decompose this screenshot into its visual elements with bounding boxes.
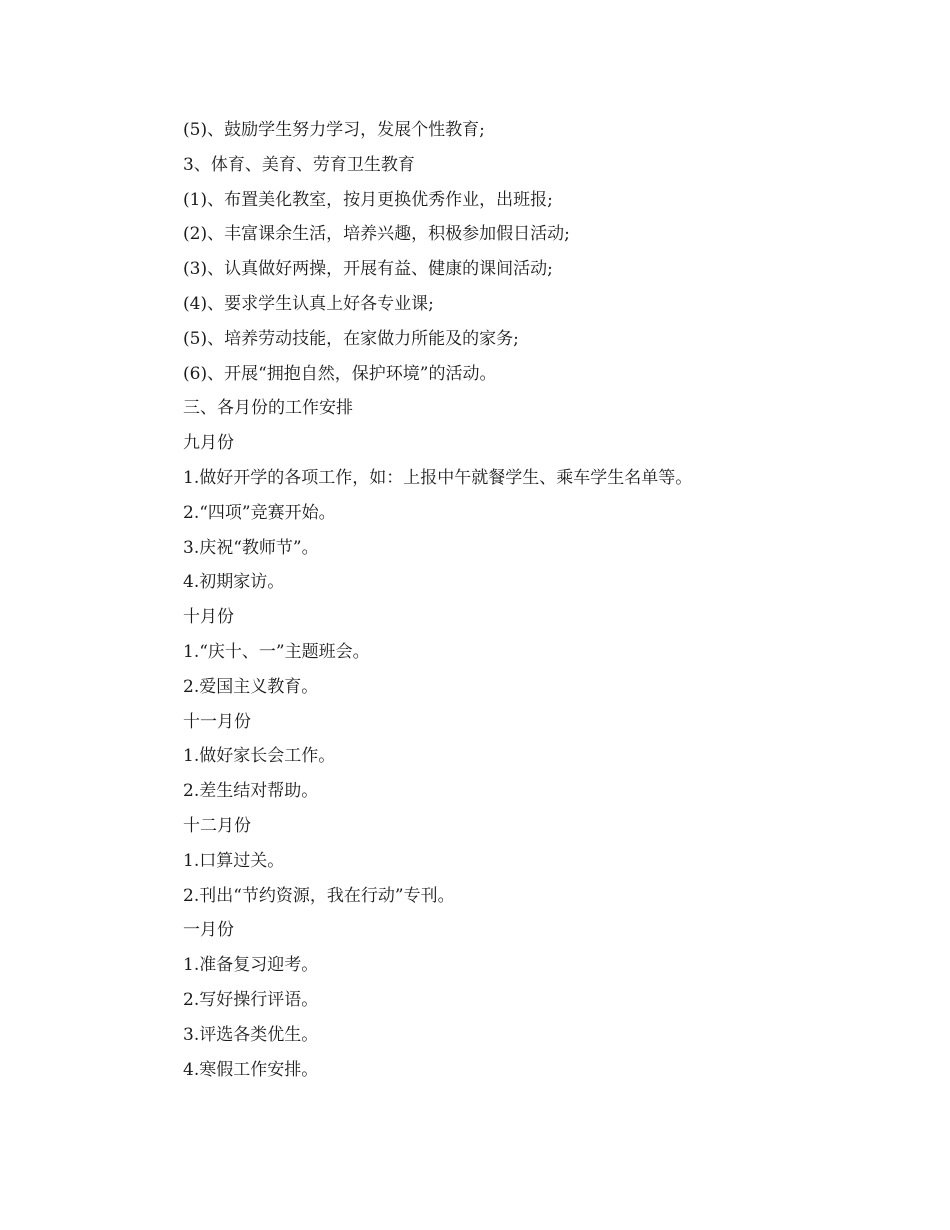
list-item-specialized-courses: (4)、要求学生认真上好各专业课; (183, 293, 434, 314)
list-item: 4.寒假工作安排。 (183, 1059, 319, 1080)
month-heading-october: 十月份 (183, 607, 234, 628)
list-item: 3.庆祝“教师节”。 (183, 537, 319, 558)
list-item: 1.做好家长会工作。 (183, 746, 336, 767)
list-item: 1.准备复习迎考。 (183, 955, 319, 976)
month-heading-december: 十二月份 (183, 815, 251, 836)
list-item-decorate-classroom: (1)、布置美化教室，按月更换优秀作业，出班报; (183, 189, 553, 210)
list-item-exercises: (3)、认真做好两操，开展有益、健康的课间活动; (183, 259, 553, 280)
list-item: 4.初期家访。 (183, 572, 285, 593)
section-heading-monthly-plan: 三、各月份的工作安排 (183, 398, 353, 419)
list-item: 2.“四项”竞赛开始。 (183, 502, 336, 523)
list-item: 2.刊出“节约资源，我在行动”专刊。 (183, 885, 455, 906)
month-heading-september: 九月份 (183, 433, 234, 454)
list-item: 3.评选各类优生。 (183, 1024, 319, 1045)
month-heading-november: 十一月份 (183, 711, 251, 732)
month-heading-january: 一月份 (183, 920, 234, 941)
list-item: 2.差生结对帮助。 (183, 781, 319, 802)
list-item-nature-activity: (6)、开展“拥抱自然，保护环境”的活动。 (183, 363, 497, 384)
document-body (183, 113, 883, 1087)
list-item: 1.“庆十、一”主题班会。 (183, 641, 370, 662)
list-item: 2.写好操行评语。 (183, 989, 319, 1010)
list-item-extracurricular: (2)、丰富课余生活，培养兴趣，积极参加假日活动; (183, 224, 570, 245)
list-item-encourage-study: (5)、鼓励学生努力学习，发展个性教育; (183, 120, 485, 140)
list-item-labor-skills: (5)、培养劳动技能，在家做力所能及的家务; (183, 328, 519, 349)
list-item: 1.做好开学的各项工作，如：上报中午就餐学生、乘车学生名单等。 (183, 467, 693, 488)
section-heading-pe-art-labor: 3、体育、美育、劳育卫生教育 (183, 154, 415, 175)
list-item: 1.口算过关。 (183, 850, 285, 871)
list-item: 2.爱国主义教育。 (183, 676, 319, 697)
